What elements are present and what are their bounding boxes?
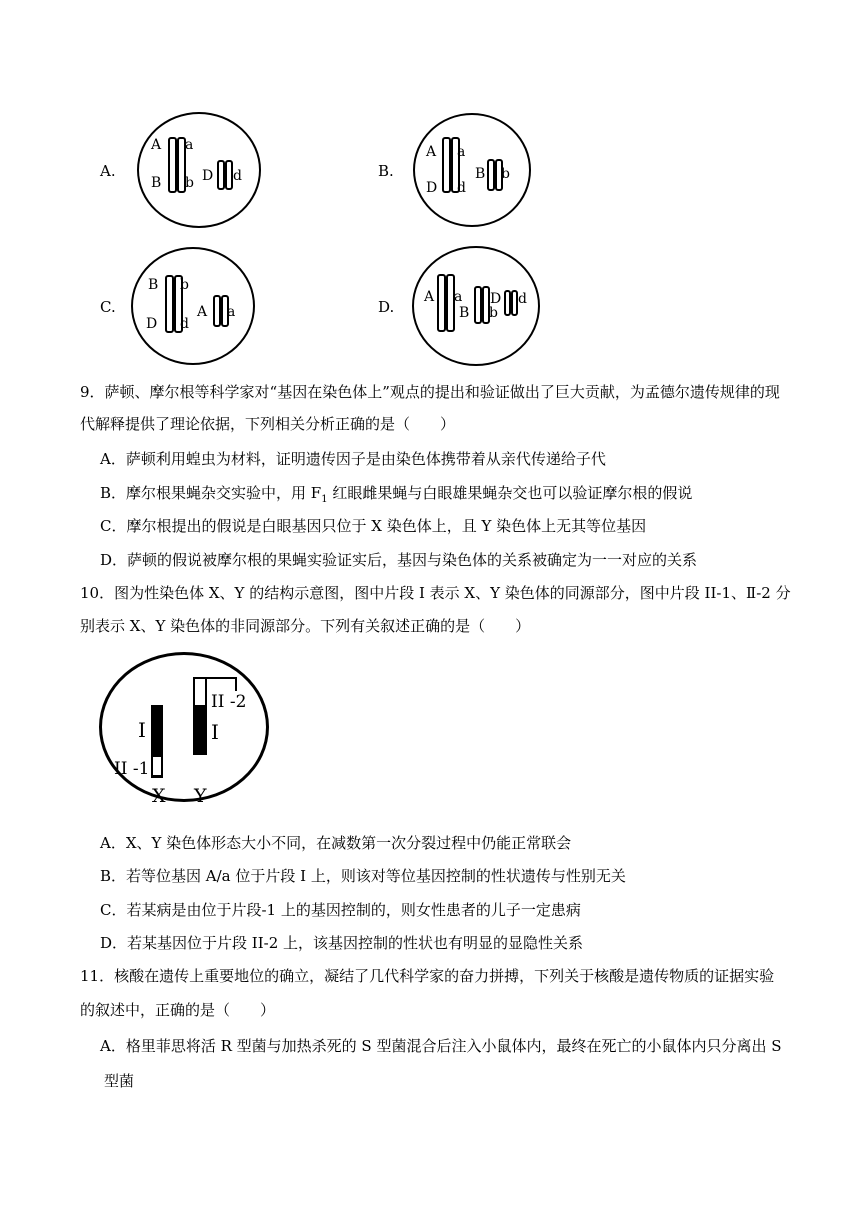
q9-option-b [100, 483, 692, 510]
option-a-letter: A. [100, 162, 116, 180]
option-c-letter: C. [100, 298, 116, 316]
q10-option-c: C．若某病是由位于片段-1 上的基因控制的，则女性患者的儿子一定患病 [100, 901, 581, 919]
gene-label: B [475, 166, 486, 182]
gene-label: B [459, 305, 470, 321]
q10-stem-line-1: 10．图为性染色体 X、Y 的结构示意图，图中片段 I 表示 X、Y 染色体的同源部分，图中片段 II-1、Ⅱ-2 分 [80, 584, 791, 602]
q11-stem-line-1: 11．核酸在遗传上重要地位的确立，凝结了几代科学家的奋力拼搏，下列关于核酸是遗传物质的证据实验 [80, 967, 775, 985]
q10-option-a: A．X、Y 染色体形态大小不同，在减数第一次分裂过程中仍能正常联会 [100, 834, 572, 852]
q9-option-b-pre: B．摩尔根果蝇杂交实验中，用 F [100, 484, 322, 502]
gene-label: a [454, 289, 463, 305]
gene-label: D [202, 168, 214, 184]
gene-label: b [489, 305, 498, 321]
gene-label: d [457, 180, 466, 196]
option-b-letter: B. [378, 162, 394, 180]
gene-label: b [501, 166, 510, 182]
gene-label: A [197, 304, 208, 320]
gene-label: b [185, 175, 194, 191]
gene-label: d [180, 316, 189, 332]
gene-label: A [424, 289, 435, 305]
label-segment-i-y: I [211, 720, 219, 744]
gene-label: d [233, 168, 242, 184]
label-segment-ii-2: II -2 [211, 692, 247, 712]
q9-option-c: C．摩尔根提出的假说是白眼基因只位于 X 染色体上，且 Y 染色体上无其等位基因 [100, 517, 647, 535]
gene-label: a [227, 304, 236, 320]
q10-stem-line-2: 别表示 X、Y 染色体的非同源部分。下列有关叙述正确的是（ ） [80, 617, 531, 635]
q9-option-b-subscript: 1 [321, 494, 328, 505]
gene-label: d [518, 291, 527, 307]
x-chromosome-label: X [152, 785, 166, 807]
sex-chromosome-figure [96, 650, 276, 810]
y-chromosome-segment-i [193, 705, 207, 755]
label-segment-i-x: I [138, 718, 146, 742]
gene-label: D [490, 291, 502, 307]
q9-option-d: D．萨顿的假说被摩尔根的果蝇实验证实后，基因与染色体的关系被确定为一一对应的关系 [100, 551, 698, 569]
gene-label: A [426, 144, 437, 160]
label-segment-ii-1: II -1 [114, 759, 150, 779]
q9-stem-line-1: 9．萨顿、摩尔根等科学家对“基因在染色体上”观点的提出和验证做出了巨大贡献，为孟德尔遗传规律的现 [80, 383, 780, 401]
q11-stem-line-2: 的叙述中，正确的是（ ） [80, 1001, 276, 1019]
sex-chromosome-cell [99, 652, 269, 802]
q10-option-b: B．若等位基因 A/a 位于片段 I 上，则该对等位基因控制的性状遗传与性别无关 [100, 867, 626, 885]
gene-label: a [185, 137, 194, 153]
y-chromosome-label: Y [194, 785, 207, 807]
gene-label: A [151, 137, 162, 153]
option-d-cell [412, 246, 540, 366]
gene-label: B [151, 175, 162, 191]
x-chromosome-segment-ii-1 [151, 755, 163, 777]
gene-label: b [180, 277, 189, 293]
y-chromosome-segment-ii-2 [193, 677, 207, 705]
gene-label: D [146, 316, 158, 332]
option-b-cell [413, 113, 531, 227]
q10-option-d: D．若某基因位于片段 II-2 上，该基因控制的性状也有明显的显隐性关系 [100, 934, 584, 952]
q9-option-a: A．萨顿利用蝗虫为材料，证明遗传因子是由染色体携带着从亲代传递给子代 [100, 450, 606, 468]
gene-label: a [457, 144, 466, 160]
option-a-cell [137, 112, 261, 228]
q11-option-a-line-1: A．格里菲思将活 R 型菌与加热杀死的 S 型菌混合后注入小鼠体内，最终在死亡的小鼠体内只分离出 S [100, 1037, 782, 1055]
gene-label: B [148, 277, 159, 293]
option-c-cell [131, 247, 255, 365]
gene-label: D [426, 180, 438, 196]
q9-stem-line-2: 代解释提供了理论依据，下列相关分析正确的是（ ） [80, 415, 456, 433]
option-d-letter: D. [378, 298, 395, 316]
q9-option-b-post: 红眼雌果蝇与白眼雄果蝇杂交也可以验证摩尔根的假说 [327, 484, 693, 502]
q11-option-a-line-2: 型菌 [104, 1072, 135, 1090]
